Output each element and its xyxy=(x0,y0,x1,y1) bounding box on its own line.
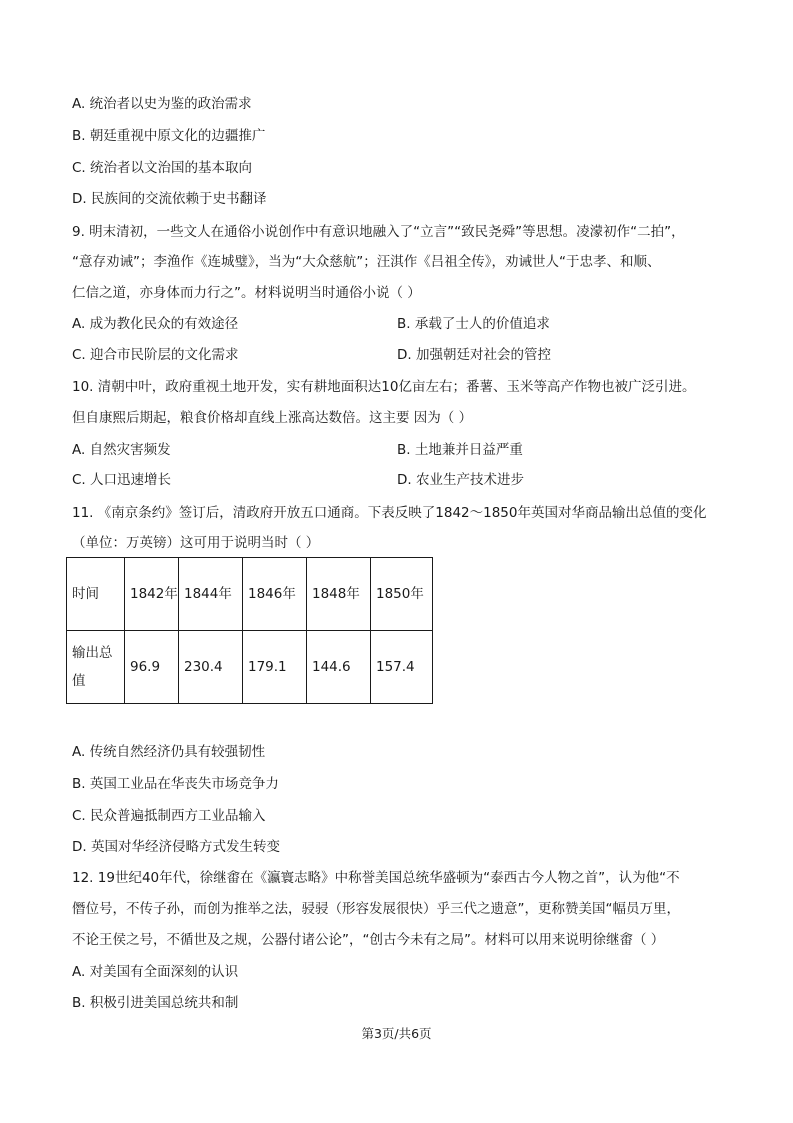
q12-stem-line-3: 不论王侯之号，不循世及之规，公器付诸公论”，“创古今未有之局”。材料可以用来说明徐继畬（ ） xyxy=(72,932,665,948)
q11-option-a: A. 传统自然经济仍具有较强韧性 xyxy=(72,744,266,760)
q11-stem-line-1: 11. 《南京条约》签订后，清政府开放五口通商。下表反映了1842～1850年英国对华商品输出总值的变化 xyxy=(72,505,707,521)
q9-stem-line-3: 仁信之道，亦身体而力行之”。材料说明当时通俗小说（ ） xyxy=(72,285,421,301)
table-header-cell: 时间 xyxy=(67,558,125,631)
table-row-label: 输出总值 xyxy=(67,631,125,704)
q12-option-b: B. 积极引进美国总统共和制 xyxy=(72,995,239,1011)
table-cell: 144.6 xyxy=(307,631,371,704)
q11-option-d: D. 英国对华经济侵略方式发生转变 xyxy=(72,839,280,855)
q9-option-b: B. 承载了士人的价值追求 xyxy=(397,316,550,332)
q9-option-d: D. 加强朝廷对社会的管控 xyxy=(397,347,551,363)
table-header-cell: 1850年 xyxy=(371,558,433,631)
q10-stem-line-1: 10. 清朝中叶，政府重视土地开发，实有耕地面积达10亿亩左右；番薯、玉米等高产作物也被广泛引进。 xyxy=(72,379,696,395)
q12-option-a: A. 对美国有全面深刻的认识 xyxy=(72,964,239,980)
q8-option-b: B. 朝廷重视中原文化的边疆推广 xyxy=(72,128,266,144)
q11-option-c: C. 民众普遍抵制西方工业品输入 xyxy=(72,808,266,824)
q12-stem-line-2: 僭位号，不传子孙，而创为推举之法，骎骎（形容发展很快）乎三代之遗意”，更称赞美国“幅员万里， xyxy=(72,901,680,917)
table-header-cell: 1842年 xyxy=(125,558,179,631)
q8-option-d: D. 民族间的交流依赖于史书翻译 xyxy=(72,191,267,207)
q9-stem-line-1: 9. 明末清初，一些文人在通俗小说创作中有意识地融入了“立言”“致民尧舜”等思想。凌濛初作“二拍”， xyxy=(72,224,685,240)
q10-option-d: D. 农业生产技术进步 xyxy=(397,472,524,488)
page-number-footer: 第3页/共6页 xyxy=(361,1026,432,1041)
q10-option-b: B. 土地兼并日益严重 xyxy=(397,442,523,458)
table-cell: 230.4 xyxy=(179,631,243,704)
table-row-values xyxy=(67,631,433,704)
q12-stem-line-1: 12. 19世纪40年代，徐继畬在《瀛寰志略》中称誉美国总统华盛顿为“泰西古今人物之首”，认为他“不 xyxy=(72,870,680,886)
q11-stem-line-2: （单位：万英镑）这可用于说明当时（ ） xyxy=(72,535,320,551)
table-cell: 179.1 xyxy=(243,631,307,704)
table-row-header xyxy=(67,558,433,631)
q9-option-a: A. 成为教化民众的有效途径 xyxy=(72,316,239,332)
q9-stem-line-2: “意存劝诫”；李渔作《连城璧》，当为“大众慈航”；汪淇作《吕祖全传》，劝诫世人“于忠孝、和顺、 xyxy=(72,254,661,270)
q10-stem-line-2: 但自康熙后期起，粮食价格却直线上涨高达数倍。这主要 因为（ ） xyxy=(72,410,473,426)
q10-option-a: A. 自然灾害频发 xyxy=(72,442,171,458)
q8-option-a: A. 统治者以史为鉴的政治需求 xyxy=(72,96,252,112)
q9-option-c: C. 迎合市民阶层的文化需求 xyxy=(72,347,239,363)
table-cell: 157.4 xyxy=(371,631,433,704)
table-header-cell: 1846年 xyxy=(243,558,307,631)
q8-option-c: C. 统治者以文治国的基本取向 xyxy=(72,160,253,176)
table-header-cell: 1844年 xyxy=(179,558,243,631)
table-header-cell: 1848年 xyxy=(307,558,371,631)
q10-option-c: C. 人口迅速增长 xyxy=(72,472,172,488)
q11-option-b: B. 英国工业品在华丧失市场竞争力 xyxy=(72,776,279,792)
export-value-table xyxy=(66,557,433,704)
table-cell: 96.9 xyxy=(125,631,179,704)
